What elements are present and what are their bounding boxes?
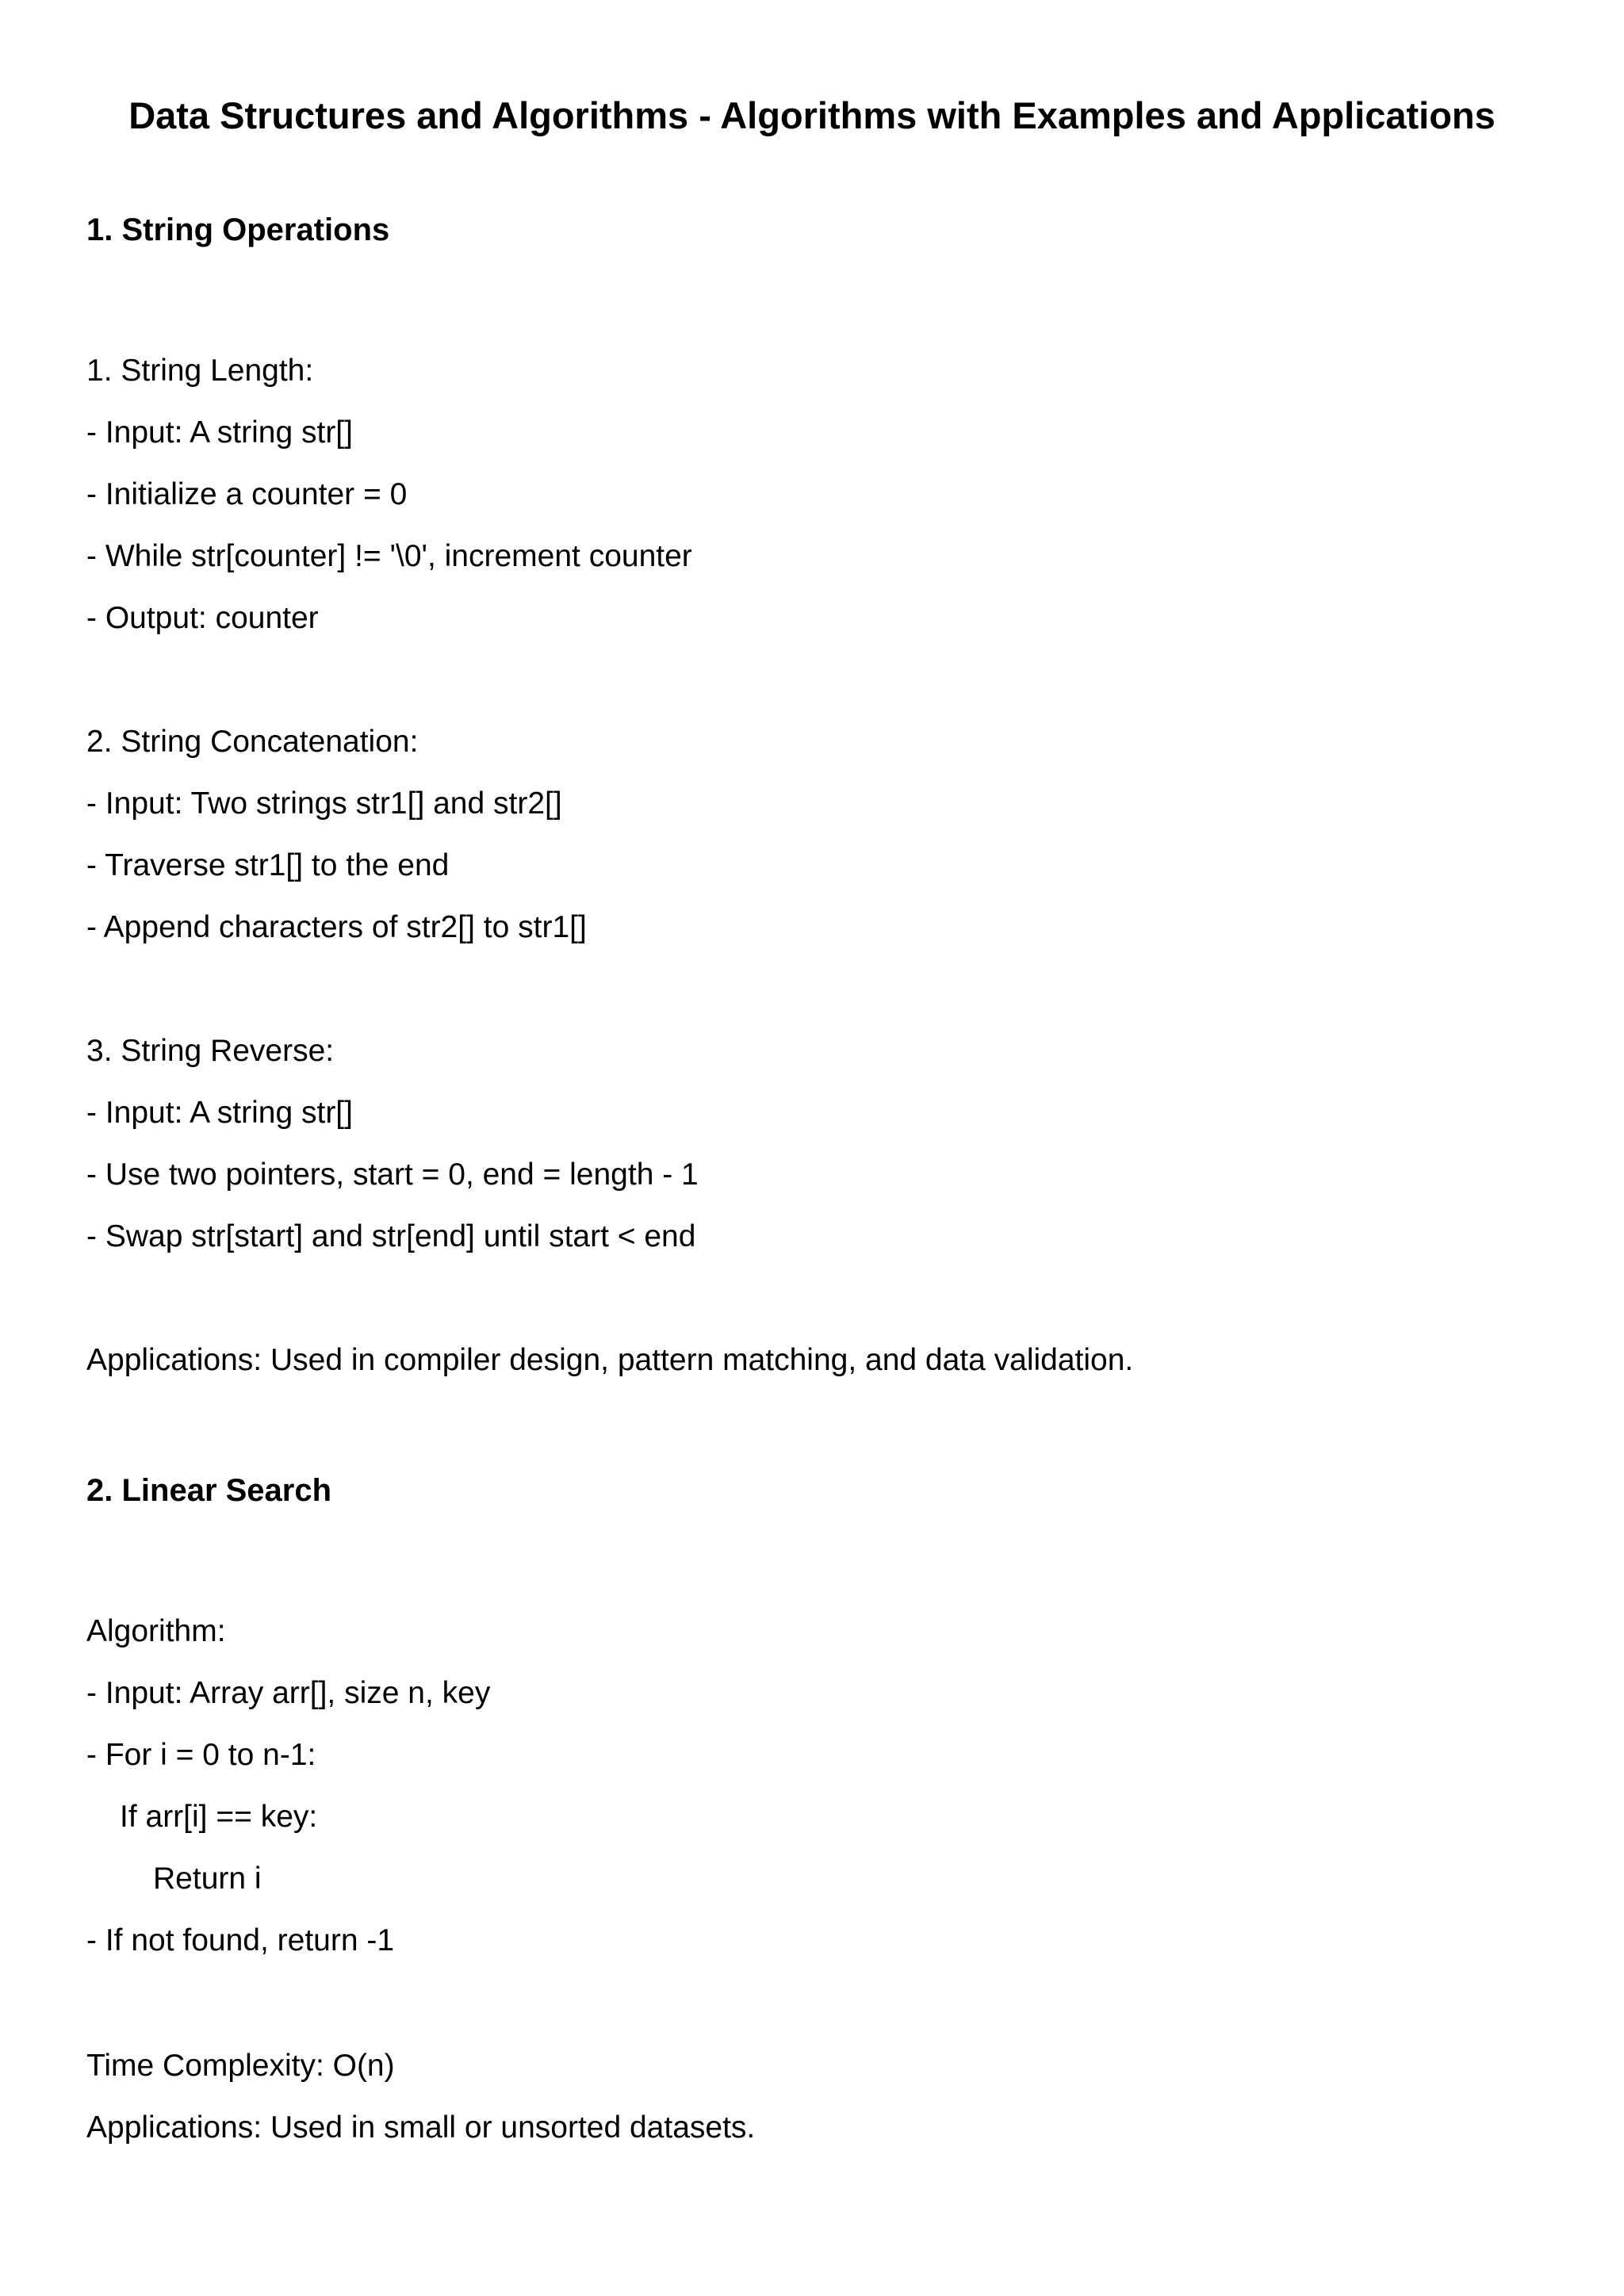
text-line: - Input: Two strings str1[] and str2[] (86, 786, 562, 821)
text-line: - Input: Array arr[], size n, key (86, 1676, 491, 1710)
text-line: Return i (153, 1862, 262, 1896)
text-line: - Use two pointers, start = 0, end = length - 1 (86, 1158, 699, 1192)
text-line: - Traverse str1[] to the end (86, 848, 450, 882)
text-line: 2. String Concatenation: (86, 725, 419, 759)
text-line: Applications: Used in small or unsorted datasets. (86, 2110, 756, 2145)
text-line: - Swap str[start] and str[end] until start < end (86, 1219, 696, 1253)
text-line: 3. String Reverse: (86, 1034, 335, 1068)
text-line: - If not found, return -1 (86, 1923, 395, 1957)
text-line: - Append characters of str2[] to str1[] (86, 910, 587, 944)
text-line: - For i = 0 to n-1: (86, 1738, 316, 1772)
document-title: Data Structures and Algorithms - Algorithms with Examples and Applications (128, 94, 1496, 136)
text-line: Applications: Used in compiler design, pattern matching, and data validation. (86, 1343, 1134, 1377)
text-line: - While str[counter] != '\0', increment counter (86, 539, 692, 573)
section-heading-linear-search: 2. Linear Search (86, 1473, 332, 1508)
section-heading-string-operations: 1. String Operations (86, 212, 390, 247)
text-line: - Input: A string str[] (86, 1096, 353, 1130)
text-line: If arr[i] == key: (120, 1800, 318, 1834)
text-line: - Input: A string str[] (86, 415, 353, 450)
text-line: - Output: counter (86, 601, 319, 635)
text-line: - Initialize a counter = 0 (86, 477, 408, 511)
text-line: 1. String Length: (86, 354, 314, 388)
text-line: Time Complexity: O(n) (86, 2049, 395, 2083)
text-line: Algorithm: (86, 1614, 226, 1648)
